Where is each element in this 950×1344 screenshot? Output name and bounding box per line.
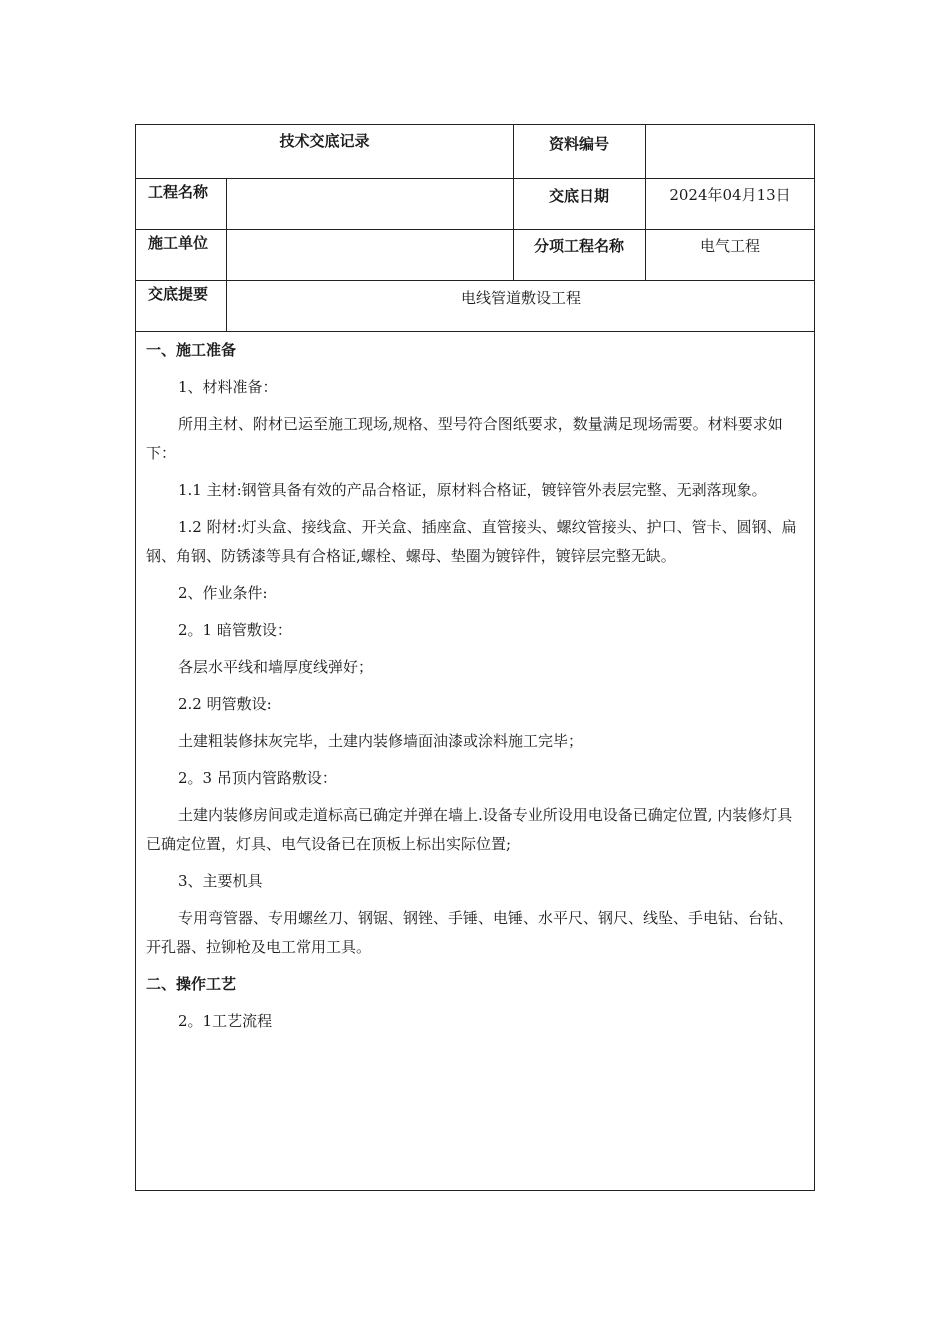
section-title: 二、操作工艺 xyxy=(146,975,237,993)
sub-project-label: 分项工程名称 xyxy=(533,237,624,255)
paragraph: 土建内装修房间或走道标高已确定并弹在墙上.设备专业所设用电设备已确定位置, 内装修灯具已确定位置，灯具、电气设备已在顶板上标出实际位置; xyxy=(146,806,793,853)
paragraph: 专用弯管器、专用螺丝刀、钢锯、钢锉、手锤、电锤、水平尺、钢尺、线坠、手电钻、台钻、开孔器、拉铆枪及电工常用工具。 xyxy=(146,909,794,956)
paragraph: 2。1 暗管敷设： xyxy=(178,621,292,639)
technical-disclosure-form xyxy=(135,124,815,1191)
project-name-label: 工程名称 xyxy=(148,183,209,201)
row-divider xyxy=(136,178,814,179)
row-divider xyxy=(136,229,814,230)
paragraph: 2。3 吊顶内管路敷设： xyxy=(178,769,337,787)
row-divider xyxy=(136,280,814,281)
paragraph: 所用主材、附材已运至施工现场,规格、型号符合图纸要求，数量满足现场需要。材料要求如下： xyxy=(146,415,783,462)
summary-value: 电线管道敷设工程 xyxy=(460,289,581,307)
summary-label: 交底提要 xyxy=(148,285,209,303)
paragraph: 土建粗装修抹灰完毕，土建内装修墙面油漆或涂料施工完毕； xyxy=(178,732,584,750)
sub-project-value: 电气工程 xyxy=(699,237,760,255)
date-label: 交底日期 xyxy=(548,187,609,205)
paragraph: 1、材料准备： xyxy=(178,378,278,396)
paragraph: 2.2 明管敷设: xyxy=(178,695,272,713)
construction-unit-label: 施工单位 xyxy=(148,234,209,252)
disclosure-content xyxy=(136,331,814,1044)
paragraph: 各层水平线和墙厚度线弹好； xyxy=(178,658,374,676)
paragraph: 2。1工艺流程 xyxy=(178,1012,273,1030)
paragraph: 2、作业条件: xyxy=(178,584,268,602)
section-title: 一、施工准备 xyxy=(146,341,237,359)
doc-no-label: 资料编号 xyxy=(548,135,609,153)
paragraph: 1.1 主材:钢管具备有效的产品合格证，原材料合格证，镀锌管外表层完整、无剥落现象。 xyxy=(178,481,767,499)
paragraph: 3、主要机具 xyxy=(178,872,263,890)
date-value: 2024年04月13日 xyxy=(669,186,791,204)
form-title: 技术交底记录 xyxy=(279,132,370,150)
paragraph: 1.2 附材:灯头盒、接线盒、开关盒、插座盒、直管接头、螺纹管接头、护口、管卡、圆钢、扁钢、角钢、防锈漆等具有合格证,螺栓、螺母、垫圈为镀锌件，镀锌层完整无缺。 xyxy=(146,518,797,565)
column-divider xyxy=(226,178,227,331)
